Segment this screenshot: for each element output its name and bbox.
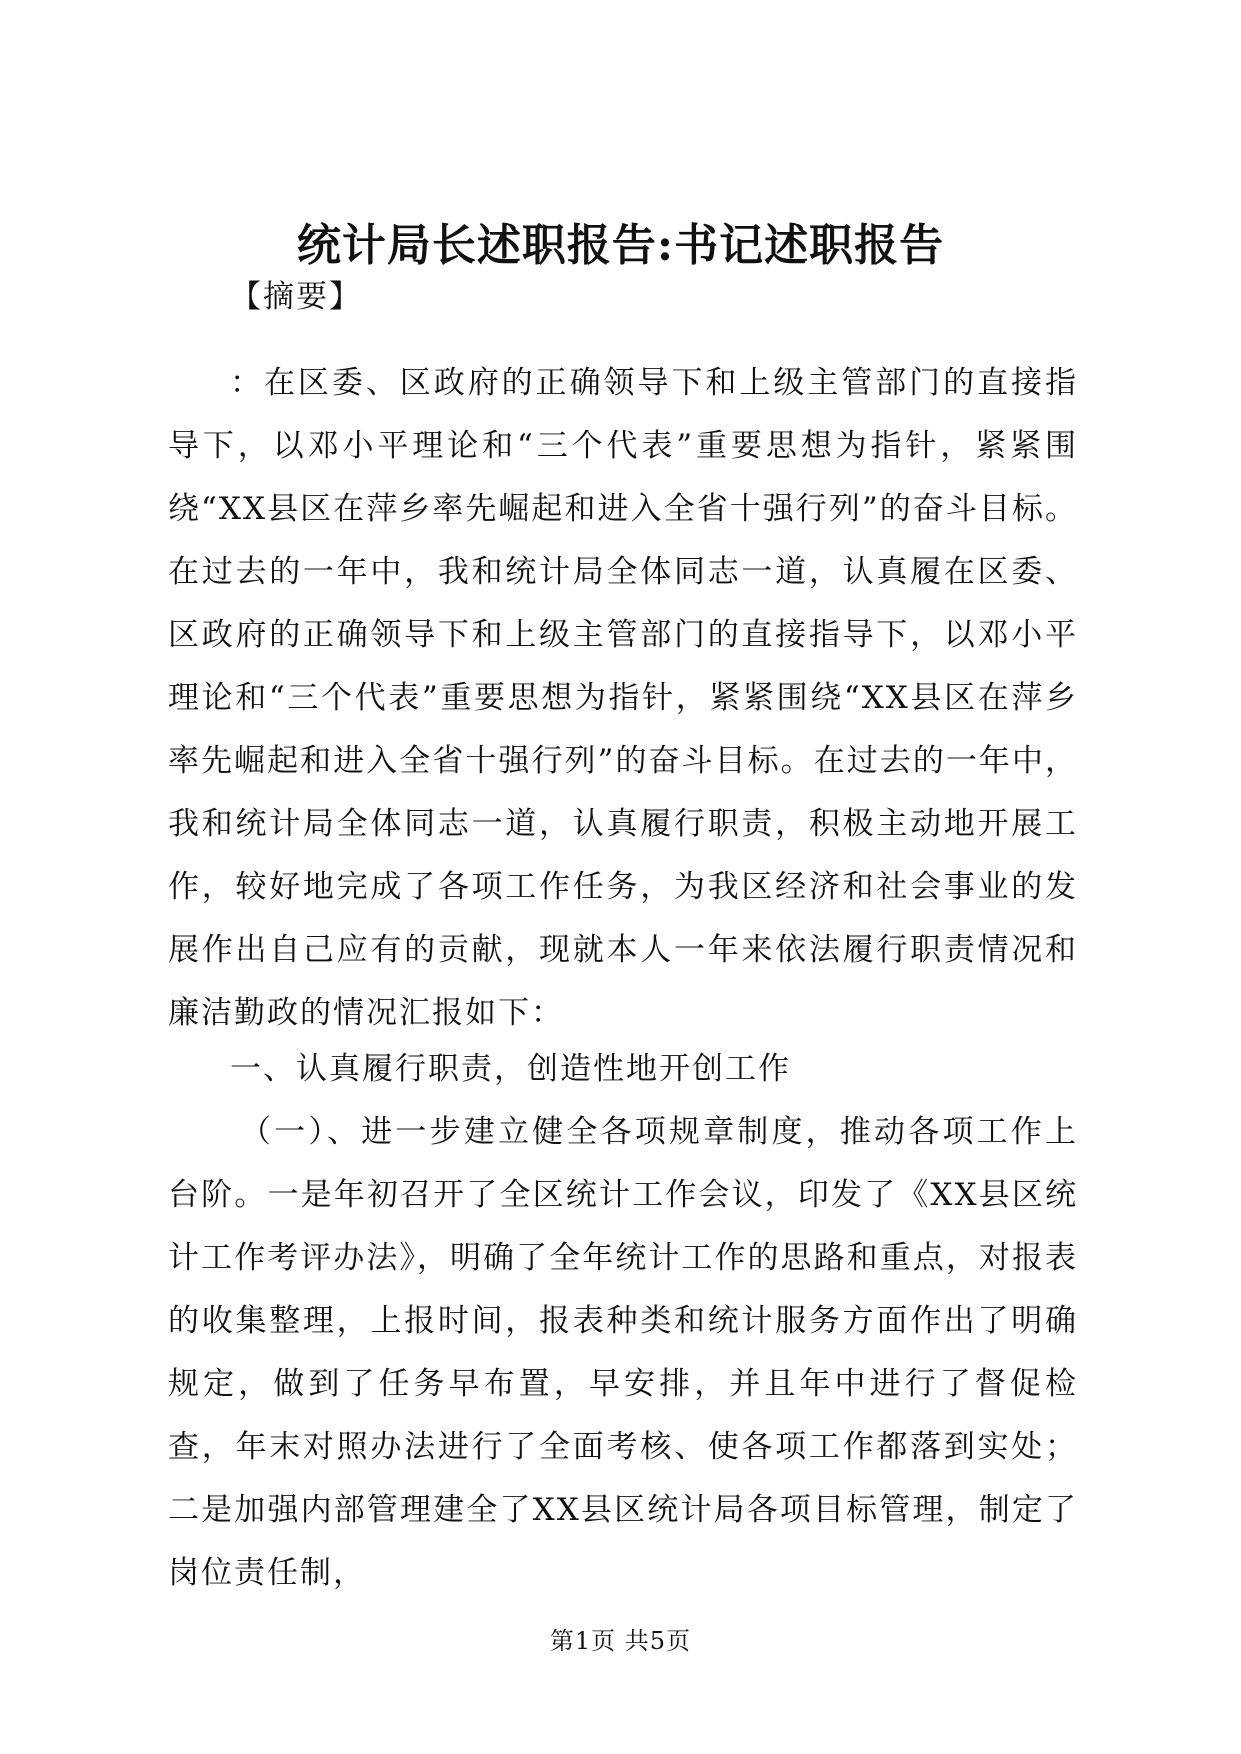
document-title: 统计局长述职报告:书记述职报告 — [296, 220, 945, 271]
paragraph-section-1: （一）、进一步建立健全各项规章制度，推动各项工作上台阶。一是年初召开了全区统计工作会议，印发了《XX县区统计工作考评办法》，明确了全年统计工作的思路和重点，对报表的收集整理，上报时间，报表种类和统计服务方面作出了明确规定，做到了任务早布置，早安排，并且年中进行了督促检查，年末对照办法进行了全面考核、使各项工作都落到实处；二是加强内部管理建全了XX县区统计局各项目标管理，制定了岗位责任制， — [168, 1114, 1078, 1591]
section-heading: 一、认真履行职责，创造性地开创工作 — [230, 1051, 791, 1087]
abstract-label: 【摘要】 — [230, 279, 362, 315]
page-number-footer: 第1页 共5页 — [549, 1627, 692, 1655]
paragraph-intro: ：在区委、区政府的正确领导下和上级主管部门的直接指导下，以邓小平理论和“三个代表”重要思想为指针，紧紧围绕“XX县区在萍乡率先崛起和进入全省十强行列”的奋斗目标。在过去的一年中，我和统计局全体同志一道，认真履在区委、区政府的正确领导下和上级主管部门的直接指导下，以邓小平理论和“三个代表”重要思想为指针，紧紧围绕“XX县区在萍乡率先崛起和进入全省十强行列”的奋斗目标。在过去的一年中，我和统计局全体同志一道，认真履行职责，积极主动地开展工作，较好地完成了各项工作任务，为我区经济和社会事业的发展作出自己应有的贡献，现就本人一年来依法履行职责情况和廉洁勤政的情况汇报如下： — [168, 365, 1078, 1031]
